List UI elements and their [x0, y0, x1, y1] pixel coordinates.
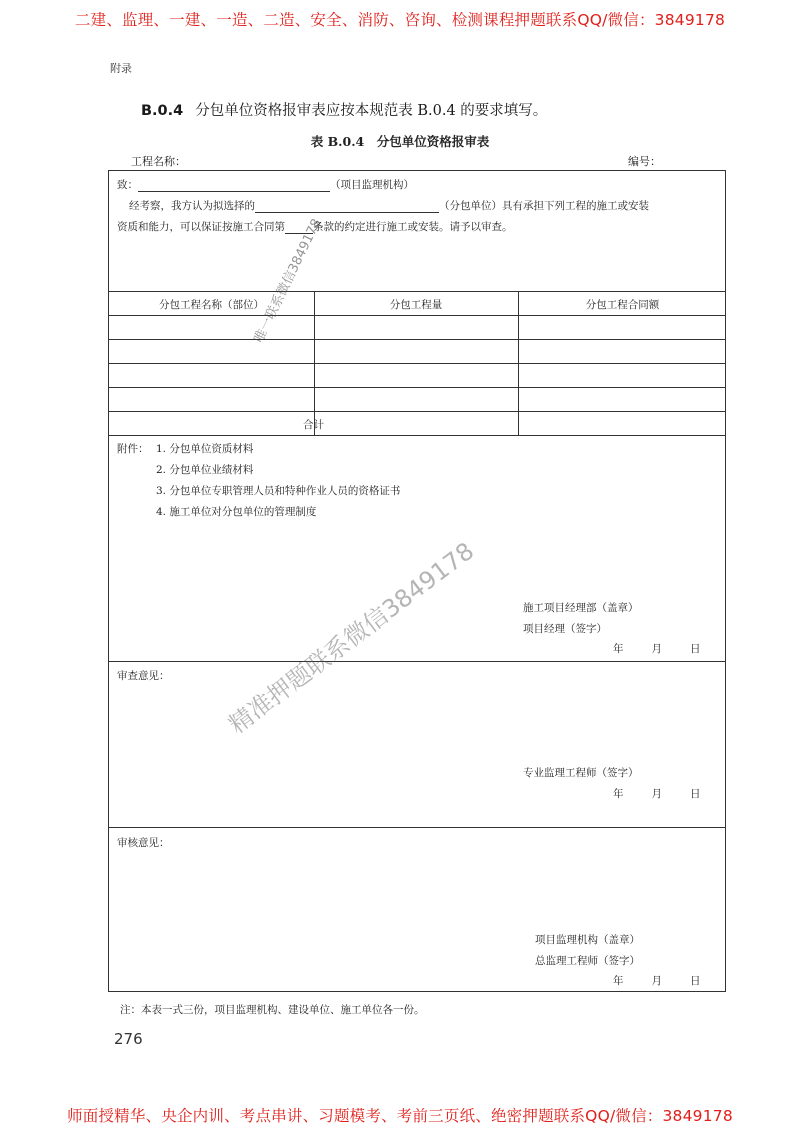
page-number: 276	[114, 1030, 143, 1048]
review-label: 审查意见：	[117, 670, 170, 682]
table-bottom-line	[109, 435, 725, 436]
table-title: 表 B.0.4 分包单位资格报审表	[310, 134, 490, 149]
attachment-item: 1. 分包单位资质材料	[156, 443, 254, 455]
total-label: 合计	[303, 419, 324, 431]
attachment-item: 4. 施工单位对分包单位的管理制度	[156, 506, 317, 518]
table-top-line	[109, 291, 725, 292]
serial-label: 编号：	[628, 155, 661, 168]
date-day: 日	[690, 643, 701, 655]
to-suffix: （项目监理机构）	[330, 179, 414, 191]
statement-line-1	[129, 198, 649, 213]
date-month: 月	[651, 643, 662, 655]
project-name-label: 工程名称：	[131, 155, 186, 168]
date-day: 日	[690, 788, 701, 800]
appendix-label: 附录	[110, 62, 132, 75]
section-divider	[109, 661, 725, 662]
date-line	[613, 973, 701, 988]
watermark: 唯一联系微信3849178	[251, 216, 325, 346]
date-month: 月	[651, 975, 662, 987]
clause-heading	[141, 99, 547, 120]
specialist-engineer-sign: 专业监理工程师（签字）	[523, 767, 639, 779]
col-header-amount: 分包工程合同额	[585, 299, 660, 311]
statement-text-c: 资质和能力，可以保证按施工合同第	[117, 221, 285, 233]
statement-text-d: 条款的约定进行施工或安装。请予以审查。	[313, 221, 513, 233]
footnote: 注：本表一式三份，项目监理机构、建设单位、施工单位各一份。	[120, 1004, 425, 1016]
subcontractor-blank[interactable]	[255, 200, 439, 213]
to-label: 致：	[117, 179, 138, 191]
table-row-line	[109, 315, 725, 316]
col-header-name: 分包工程名称（部位）	[159, 299, 264, 311]
section-divider	[109, 827, 725, 828]
statement-text-a: 经考察，我方认为拟选择的	[129, 200, 255, 212]
date-year: 年	[613, 975, 624, 987]
col-header-quantity: 分包工程量	[389, 299, 443, 311]
statement-text-b: （分包单位）具有承担下列工程的施工或安装	[439, 200, 649, 212]
table-row-line	[109, 339, 725, 340]
date-month: 月	[651, 788, 662, 800]
table-row-line	[109, 363, 725, 364]
table-row-line	[109, 411, 725, 412]
clause-number: B.0.4	[141, 103, 184, 119]
table-col-line	[518, 291, 519, 435]
attachments-label: 附件：	[117, 443, 149, 455]
project-manager-sign: 项目经理（签字）	[523, 623, 607, 635]
chief-engineer-sign: 总监理工程师（签字）	[535, 955, 640, 967]
attachment-item: 2. 分包单位业绩材料	[156, 464, 254, 476]
contractor-dept-seal: 施工项目经理部（盖章）	[523, 602, 639, 614]
date-line	[613, 641, 701, 656]
addressee-blank[interactable]	[138, 179, 330, 192]
watermark: 精准押题联系微信3849178	[223, 536, 480, 740]
attachment-item: 3. 分包单位专职管理人员和特种作业人员的资格证书	[156, 485, 401, 497]
top-banner: 二建、监理、一建、一造、二造、安全、消防、咨询、检测课程押题联系QQ/微信：3849178	[74, 11, 726, 29]
table-row-line	[109, 387, 725, 388]
date-line	[613, 786, 701, 801]
supervision-org-seal: 项目监理机构（盖章）	[535, 934, 640, 946]
date-day: 日	[690, 975, 701, 987]
addressee-line	[117, 177, 414, 192]
bottom-banner: 师面授精华、央企内训、考点串讲、习题模考、考前三页纸、绝密押题联系QQ/微信：3849178	[67, 1107, 733, 1125]
clause-text: 分包单位资格报审表应按本规范表 B.0.4 的要求填写。	[195, 103, 548, 119]
audit-label: 审核意见：	[117, 837, 170, 849]
date-year: 年	[613, 643, 624, 655]
date-year: 年	[613, 788, 624, 800]
table-col-line	[314, 291, 315, 435]
